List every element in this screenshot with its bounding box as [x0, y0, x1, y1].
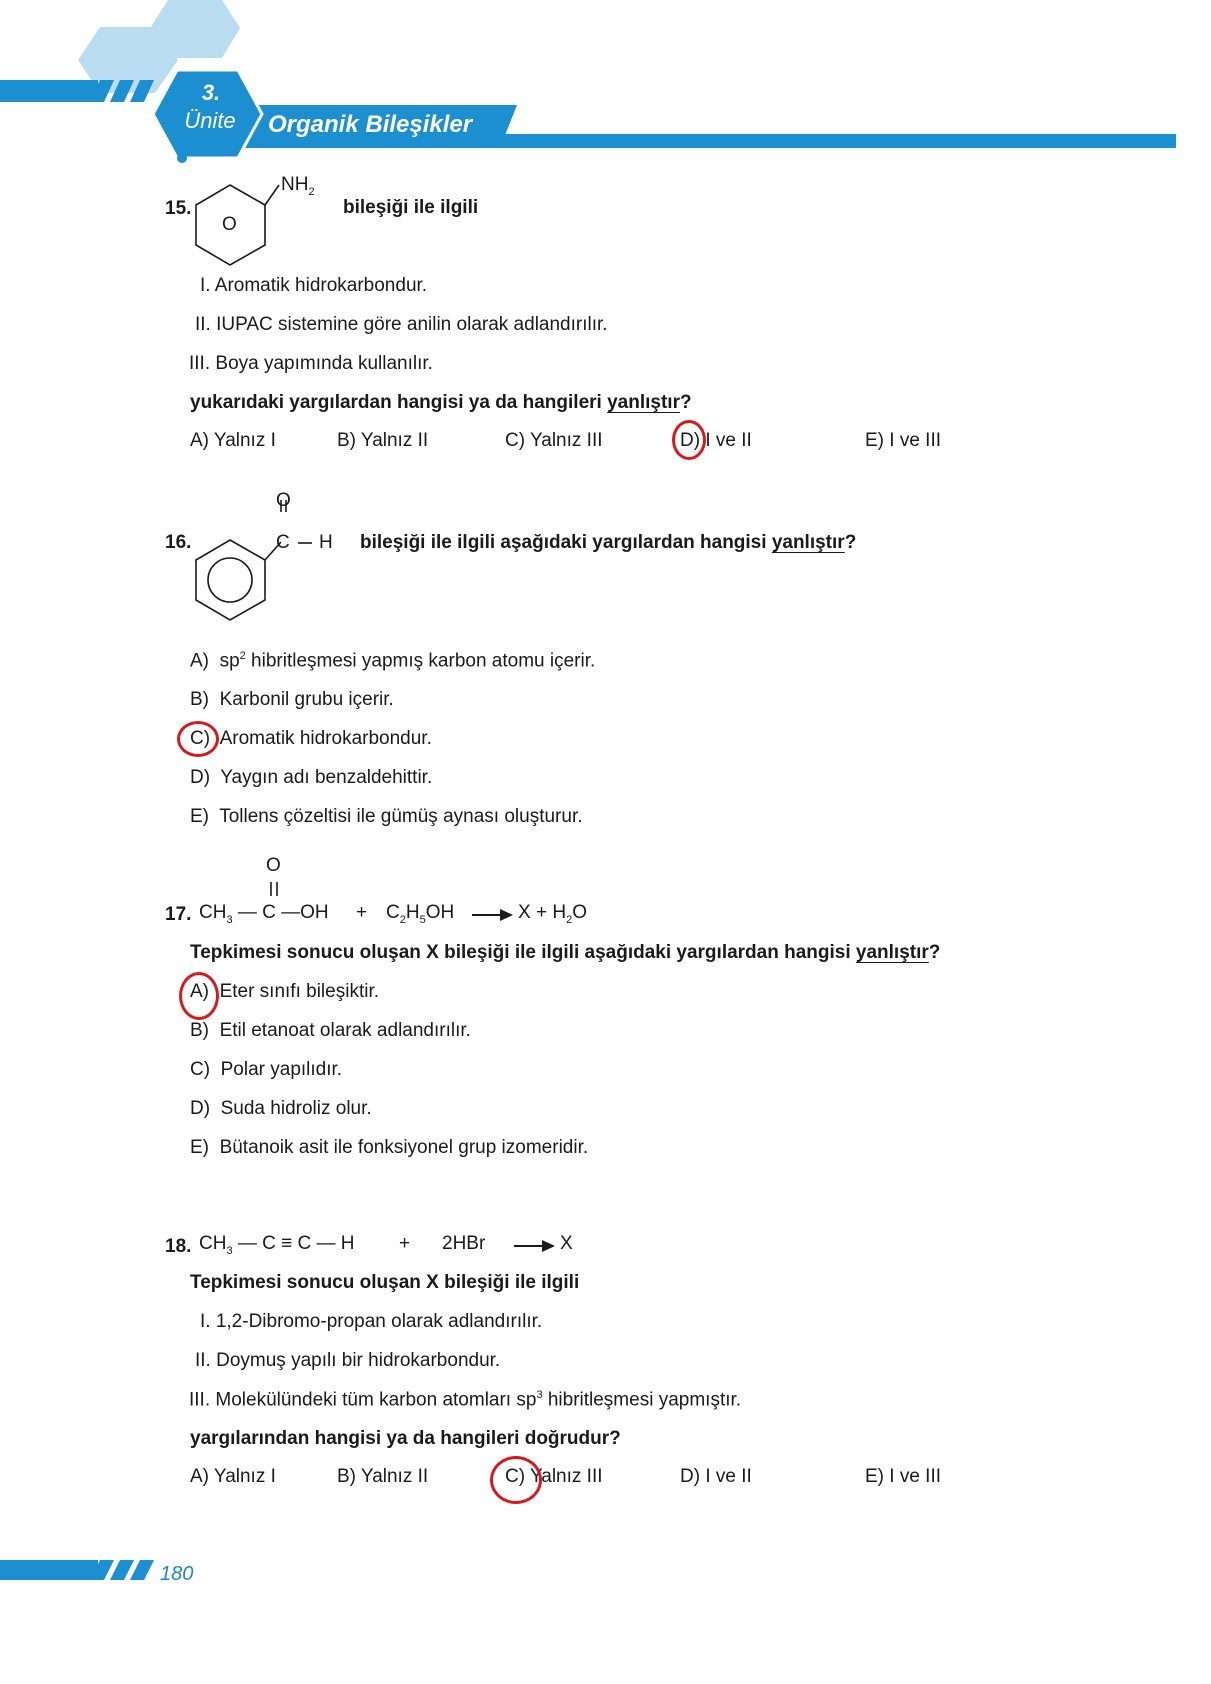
product-x: X: [560, 1233, 573, 1254]
reagent-hbr: 2HBr: [442, 1233, 486, 1254]
question-text: yargılarından hangisi ya da hangileri doğrudur?: [190, 1428, 621, 1449]
option-d[interactable]: D) Yaygın adı benzaldehittir.: [190, 767, 433, 788]
question-number: 17.: [165, 904, 192, 925]
option-b[interactable]: B) Etil etanoat olarak adlandırılır.: [190, 1020, 471, 1041]
badge-dot: [177, 153, 187, 163]
carbonyl-carbon: C: [276, 532, 290, 553]
option-d[interactable]: D) I ve II: [680, 430, 752, 451]
aldehyde-hydrogen: H: [319, 532, 333, 553]
question-prompt: bileşiği ile ilgili aşağıdaki yargılardan hangisi yanlıştır?: [360, 532, 857, 553]
answer-mark-circle: [179, 972, 219, 1020]
reaction-arrow: [470, 905, 515, 925]
option-c[interactable]: C) Yalnız III: [505, 430, 603, 451]
answer-mark-circle: [672, 420, 706, 460]
option-a[interactable]: A) Eter sınıfı bileşiktir.: [190, 981, 380, 1002]
reactant-ethanol: $C_2H_5OH$: [386, 902, 455, 926]
chapter-title: Organik Bileşikler: [268, 111, 473, 138]
statement: I. 1,2-Dibromo-propan olarak adlandırılır.: [200, 1311, 543, 1332]
option-a[interactable]: A) Yalnız I: [190, 1466, 276, 1487]
reactant-acid: $CH_3$ — C —OH: [199, 902, 329, 926]
statement: III. Boya yapımında kullanılır.: [189, 353, 433, 374]
benzaldehyde-structure: [195, 480, 345, 630]
option-e[interactable]: E) Bütanoik asit ile fonksiyonel grup izomeridir.: [190, 1137, 589, 1158]
products: $X + H_2O$: [518, 902, 587, 926]
ring-label: O: [222, 214, 237, 235]
option-e[interactable]: E) Tollens çözeltisi ile gümüş aynası oluşturur.: [190, 806, 583, 827]
carbonyl-double-bond: [260, 880, 290, 900]
header-band-right: [500, 134, 1176, 148]
plus-sign: +: [399, 1233, 411, 1254]
footer-band: [0, 1558, 160, 1582]
reactant-propyne: $CH_3$ — C ≡ C — H: [199, 1233, 355, 1257]
option-a[interactable]: A) $sp^2$ hibritleşmesi yapmış karbon atomu içerir.: [190, 650, 596, 672]
question-number: 16.: [165, 532, 192, 553]
question-prompt: bileşiği ile ilgili: [343, 197, 479, 218]
statement: II. Doymuş yapılı bir hidrokarbondur.: [195, 1350, 501, 1371]
unit-number: 3.: [201, 80, 221, 105]
option-c[interactable]: C) Aromatik hidrokarbondur.: [190, 728, 432, 749]
amine-group: $NH_2$: [281, 174, 315, 198]
statement: I. Aromatik hidrokarbondur.: [200, 275, 428, 296]
question-prompt: Tepkimesi sonucu oluşan X bileşiği ile ilgili: [190, 1272, 580, 1293]
option-e[interactable]: E) I ve III: [865, 430, 942, 451]
question-number: 15.: [165, 198, 192, 219]
answer-mark-circle: [490, 1456, 542, 1504]
statement: III. Molekülündeki tüm karbon atomları $sp^3$ hibritleşmesi yapmıştır.: [189, 1389, 742, 1411]
question-text: yukarıdaki yargılardan hangisi ya da hangileri yanlıştır?: [190, 392, 692, 413]
hexagon-decoration: [150, 0, 240, 58]
header-band-left: [0, 80, 98, 102]
answer-mark-circle: [177, 721, 219, 757]
carbonyl-oxygen: O: [276, 490, 291, 511]
option-b[interactable]: B) Yalnız II: [337, 430, 429, 451]
option-d[interactable]: D) I ve II: [680, 1466, 752, 1487]
header-graphic: [0, 0, 1211, 180]
option-d[interactable]: D) Suda hidroliz olur.: [190, 1098, 372, 1119]
question-text: Tepkimesi sonucu oluşan X bileşiği ile ilgili aşağıdaki yargılardan hangisi yanlıştır?: [190, 942, 941, 963]
option-b[interactable]: B) Karbonil grubu içerir.: [190, 689, 394, 710]
unit-word: Ünite: [184, 108, 236, 133]
plus-sign: +: [356, 902, 368, 923]
option-e[interactable]: E) I ve III: [865, 1466, 942, 1487]
option-c[interactable]: C) Yalnız III: [505, 1466, 603, 1487]
option-c[interactable]: C) Polar yapılıdır.: [190, 1059, 343, 1080]
reaction-arrow: [512, 1236, 557, 1256]
option-a[interactable]: A) Yalnız I: [190, 430, 276, 451]
statement: II. IUPAC sistemine göre anilin olarak adlandırılır.: [195, 314, 608, 335]
option-b[interactable]: B) Yalnız II: [337, 1466, 429, 1487]
question-number: 18.: [165, 1236, 192, 1257]
page-number: 180: [160, 1563, 194, 1585]
carbonyl-oxygen: O: [266, 855, 281, 876]
